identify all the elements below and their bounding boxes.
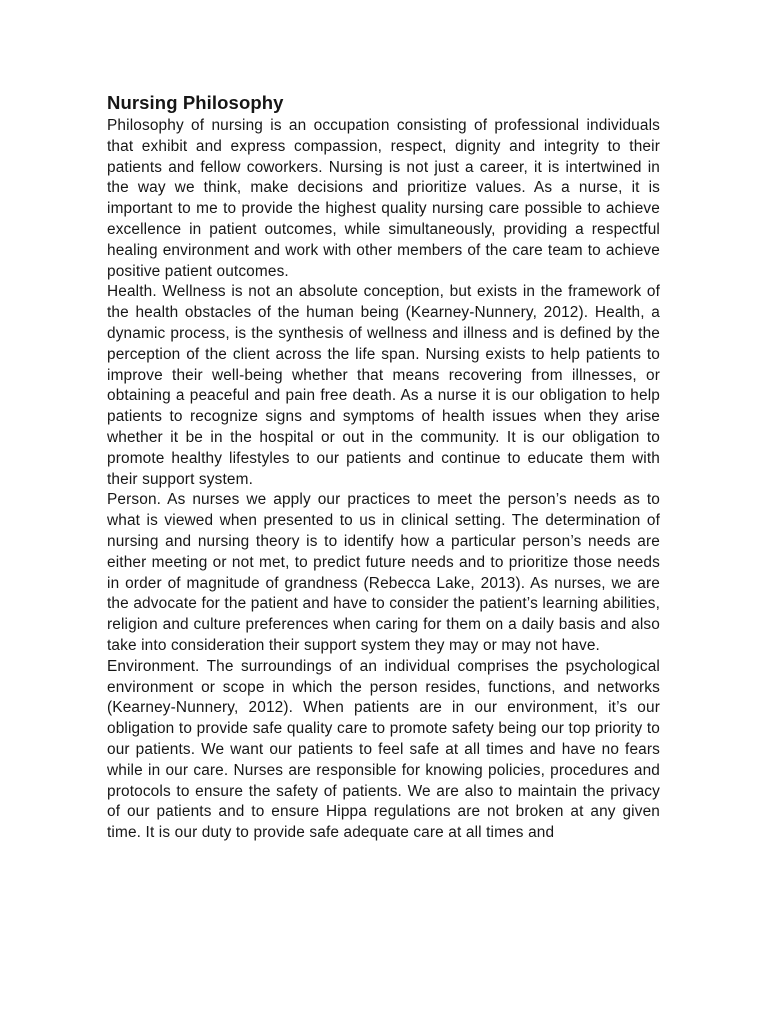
paragraph-person-label: Person. <box>107 491 162 509</box>
paragraph-person <box>107 490 660 656</box>
paragraph-health-label: Health. <box>107 283 157 301</box>
paragraph-environment-text: The surroundings of an individual comprises the psychological environment or scope in which the person resides, functions, and networks (Kearney-Nunnery, 2012). When patients are in our environment, it’s our obligation to provide safe quality care to promote safety being our top priority to our patients. We want our patients to feel safe at all times and have no fears while in our care. Nurses are responsible for knowing policies, procedures and protocols to ensure the safety of patients. We are also to maintain the privacy of our patients and to ensure Hippa regulations are not broken at any given time. It is our duty to provide safe adequate care at all times and <box>107 657 660 842</box>
document-page <box>107 90 660 844</box>
paragraph-intro-text: Philosophy of nursing is an occupation consisting of professional individuals that exhibit and express compassion, respect, dignity and integrity to their patients and fellow coworkers. Nursing is not just a career, it is intertwined in the way we think, make decisions and prioritize values. As a nurse, it is important to me to provide the highest quality nursing care possible to achieve excellence in patient outcomes, while simultaneously, providing a respectful healing environment and work with other members of the care team to achieve positive patient outcomes. <box>107 117 660 280</box>
paragraph-health-text: Wellness is not an absolute conception, but exists in the framework of the health obstacles of the human being (Kearney-Nunnery, 2012). Health, a dynamic process, is the synthesis of wellness and illness and is defined by the perception of the client across the life span. Nursing exists to help patients to improve their well-being whether that means recovering from illnesses, or obtaining a peaceful and pain free death. As a nurse it is our obligation to help patients to recognize signs and symptoms of health issues when they arise whether it be in the hospital or out in the community. It is our obligation to promote healthy lifestyles to our patients and continue to educate them with their support system. <box>107 283 660 488</box>
document-title: Nursing Philosophy <box>107 92 284 113</box>
paragraph-health <box>107 282 660 490</box>
paragraph-environment-label: Environment. <box>107 657 200 675</box>
paragraph-intro <box>107 116 660 282</box>
paragraph-environment <box>107 657 660 844</box>
paragraph-person-text: As nurses we apply our practices to meet the person’s needs as to what is viewed when presented to us in clinical setting. The determination of nursing and nursing theory is to identify how a particular person’s needs are either meeting or not met, to predict future needs and to prioritize those needs in order of magnitude of grandness (Rebecca Lake, 2013). As nurses, we are the advocate for the patient and have to consider the patient’s learning abilities, religion and culture preferences when caring for them on a daily basis and also take into consideration their support system they may or may not have. <box>107 491 660 654</box>
